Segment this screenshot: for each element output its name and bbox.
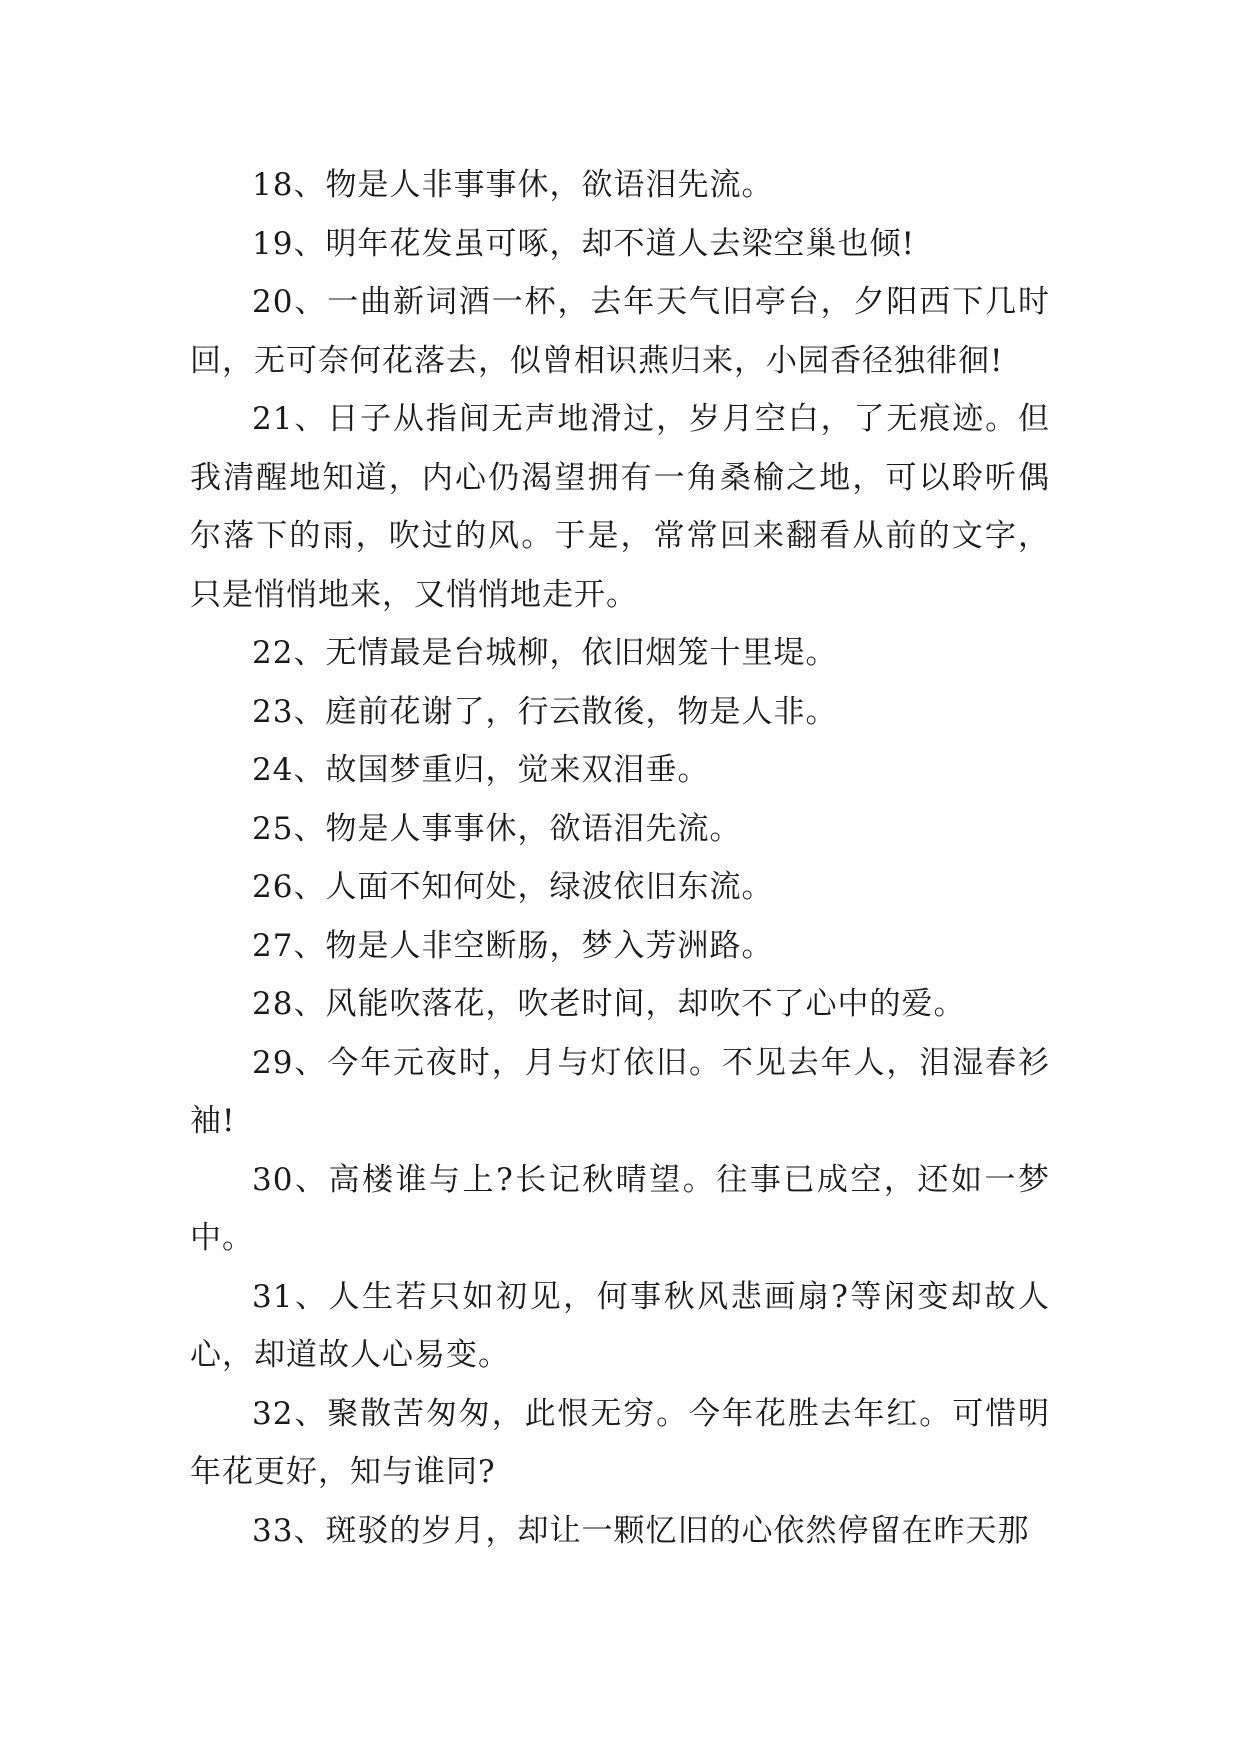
paragraph-30: 30、高楼谁与上?长记秋晴望。往事已成空，还如一梦中。 — [190, 1161, 1050, 1256]
paragraph-33: 33、斑驳的岁月，却让一颗忆旧的心依然停留在昨天那 — [252, 1512, 1030, 1549]
paragraph-31: 31、人生若只如初见，何事秋风悲画扇?等闲变却故人心，却道故人心易变。 — [190, 1278, 1050, 1373]
paragraph-19: 19、明年花发虽可啄，却不道人去梁空巢也倾! — [252, 225, 915, 262]
paragraph-24: 24、故国梦重归，觉来双泪垂。 — [252, 752, 710, 788]
paragraph-32: 32、聚散苦匆匆，此恨无穷。今年花胜去年红。可惜明年花更好，知与谁同? — [190, 1395, 1050, 1490]
paragraph-28: 28、风能吹落花，吹老时间，却吹不了心中的爱。 — [252, 986, 966, 1022]
paragraph-20: 20、一曲新词酒一杯，去年天气旧亭台，夕阳西下几时回，无可奈何花落去，似曾相识燕归来，小园香径独徘徊! — [190, 284, 1050, 379]
paragraph-26: 26、人面不知何处，绿波依旧东流。 — [252, 869, 774, 905]
document-body — [190, 156, 1050, 1560]
paragraph-23: 23、庭前花谢了，行云散後，物是人非。 — [252, 693, 838, 730]
paragraph-29: 29、今年元夜时，月与灯依旧。不见去年人，泪湿春衫袖! — [190, 1044, 1050, 1139]
paragraph-21: 21、日子从指间无声地滑过，岁月空白，了无痕迹。但我清醒地知道，内心仍渴望拥有一角桑榆之地，可以聆听偶尔落下的雨，吹过的风。于是，常常回来翻看从前的文字，只是悄悄地来，又悄悄地走开。 — [190, 401, 1050, 613]
paragraph-22: 22、无情最是台城柳，依旧烟笼十里堤。 — [252, 635, 838, 671]
paragraph-27: 27、物是人非空断肠，梦入芳洲路。 — [252, 927, 774, 964]
paragraph-25: 25、物是人事事休，欲语泪先流。 — [252, 810, 742, 847]
paragraph-18: 18、物是人非事事休，欲语泪先流。 — [252, 167, 774, 203]
